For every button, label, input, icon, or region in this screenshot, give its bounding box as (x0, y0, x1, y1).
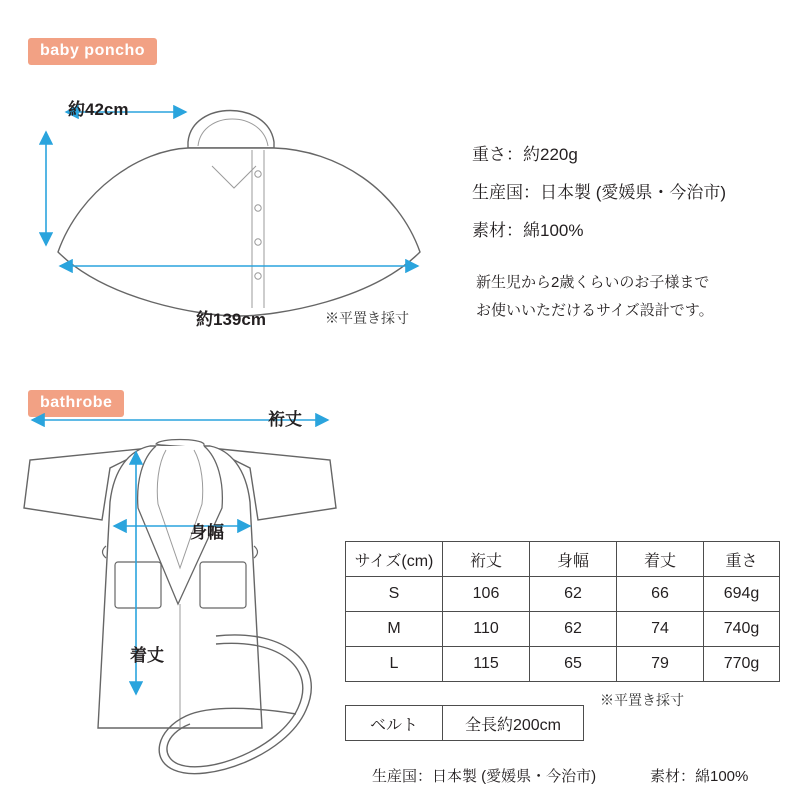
section-tag-baby-poncho: baby poncho (28, 38, 157, 65)
table-row (346, 647, 780, 682)
cell-belt-label: ベルト (346, 706, 443, 741)
bathrobe-body-width-label: 身幅 (190, 523, 224, 542)
cell-yukitake-m: 110 (443, 612, 530, 647)
bathrobe-size-table (345, 541, 780, 682)
bathrobe-sleeve-length-label: 裄丈 (268, 410, 302, 429)
cell-weight-s: 694g (704, 577, 780, 612)
poncho-size-note-line1: 新生児から2歳くらいのお子様まで (476, 274, 710, 291)
cell-size-m: M (346, 612, 443, 647)
cell-mihaba-s: 62 (530, 577, 617, 612)
table-row (346, 612, 780, 647)
table-header-kitake: 着丈 (617, 542, 704, 577)
poncho-spec-material: 素材：綿100% (472, 221, 584, 240)
table-row (346, 577, 780, 612)
table-header-weight: 重さ (704, 542, 780, 577)
cell-yukitake-l: 115 (443, 647, 530, 682)
cell-kitake-l: 79 (617, 647, 704, 682)
cell-kitake-s: 66 (617, 577, 704, 612)
cell-size-l: L (346, 647, 443, 682)
cell-yukitake-s: 106 (443, 577, 530, 612)
bathrobe-body-length-label: 着丈 (130, 646, 164, 665)
poncho-bottom-width-label: 約139cm (196, 310, 266, 329)
section-tag-bathrobe: bathrobe (28, 390, 124, 417)
bathrobe-illustration (10, 398, 350, 798)
cell-weight-l: 770g (704, 647, 780, 682)
cell-size-s: S (346, 577, 443, 612)
poncho-spec-origin: 生産国：日本製 (愛媛県・今治市) (472, 183, 727, 202)
poncho-spec-weight: 重さ：約220g (472, 145, 578, 164)
cell-mihaba-m: 62 (530, 612, 617, 647)
bathrobe-belt-table (345, 705, 584, 741)
bathrobe-origin-text: 生産国：日本製 (愛媛県・今治市) (372, 768, 597, 785)
cell-mihaba-l: 65 (530, 647, 617, 682)
table-header-mihaba: 身幅 (530, 542, 617, 577)
cell-weight-m: 740g (704, 612, 780, 647)
table-header-size: サイズ(cm) (346, 542, 443, 577)
bathrobe-material-text: 素材：綿100% (650, 768, 749, 785)
bathrobe-flat-measure-note: ※平置き採寸 (600, 692, 684, 708)
poncho-top-width-label: 約42cm (68, 100, 129, 119)
poncho-flat-measure-note: ※平置き採寸 (325, 310, 409, 326)
poncho-size-note-line2: お使いいただけるサイズ設計です。 (476, 302, 714, 319)
table-row (346, 706, 584, 741)
cell-kitake-m: 74 (617, 612, 704, 647)
cell-belt-value: 全長約200cm (443, 706, 584, 741)
table-header-row (346, 542, 780, 577)
table-header-yukitake: 裄丈 (443, 542, 530, 577)
